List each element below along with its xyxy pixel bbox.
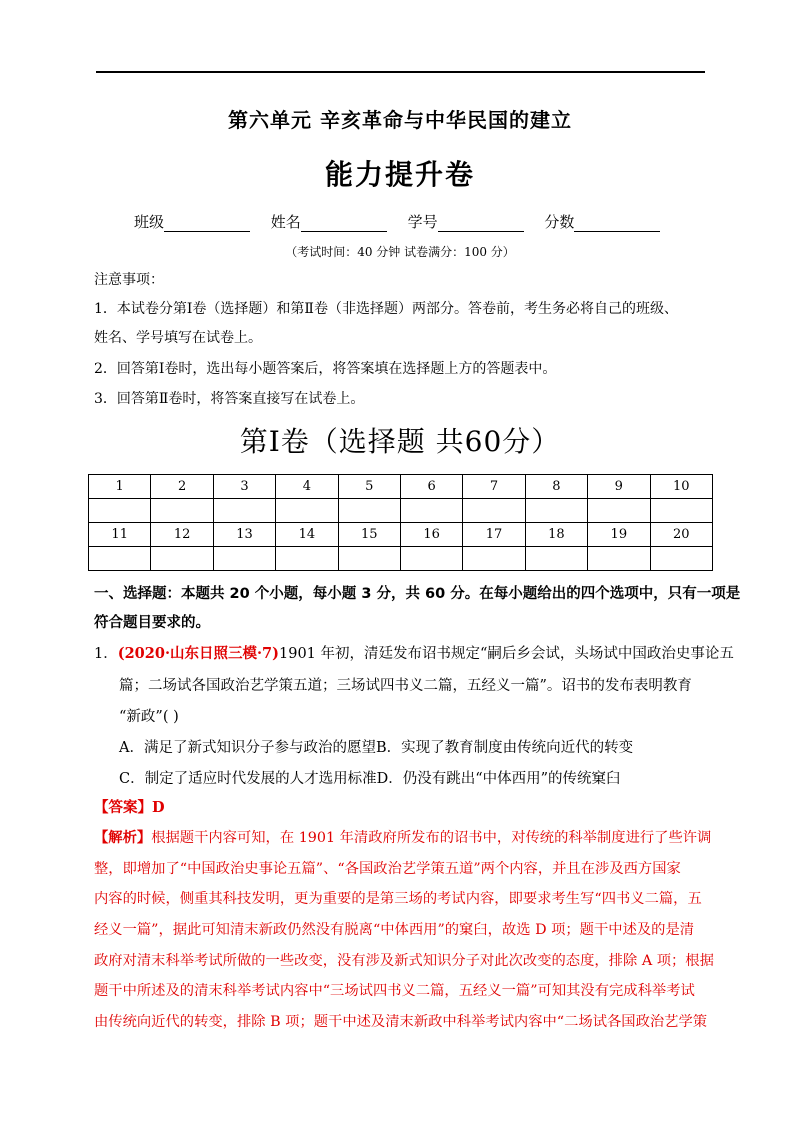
- question-number: 1．: [94, 646, 118, 662]
- question-stem: 篇；二场试各国政治艺学策五道；三场试四书义二篇，五经义一篇”。诏书的发布表明教育: [119, 678, 692, 694]
- table-row: [89, 547, 713, 571]
- notice-item: 1．本试卷分第Ⅰ卷（选择题）和第Ⅱ卷（非选择题）两部分。答卷前，考生务必将自己的班级、: [94, 301, 678, 317]
- table-cell: 18: [525, 523, 587, 547]
- answer-cell[interactable]: [89, 547, 151, 571]
- name-label: 姓名: [270, 213, 301, 231]
- notice-item: 姓名、学号填写在试卷上。: [94, 330, 262, 346]
- instructions-line: 符合题目要求的。: [94, 615, 210, 631]
- score-blank[interactable]: [574, 217, 660, 232]
- table-cell: 6: [400, 475, 462, 499]
- answer-cell[interactable]: [525, 499, 587, 523]
- table-cell: 5: [338, 475, 400, 499]
- table-cell: 2: [151, 475, 213, 499]
- answer-cell[interactable]: [525, 547, 587, 571]
- table-cell: 1: [89, 475, 151, 499]
- option-c[interactable]: C．制定了适应时代发展的人才选用标准: [119, 771, 377, 787]
- name-blank[interactable]: [301, 217, 387, 232]
- answer-cell[interactable]: [151, 499, 213, 523]
- instructions-line: 一、选择题：本题共 20 个小题，每小题 3 分，共 60 分。在每小题给出的四个选项中，只有一项是: [94, 586, 741, 602]
- notice-item: 2．回答第Ⅰ卷时，选出每小题答案后，将答案填在选择题上方的答题表中。: [94, 361, 557, 377]
- analysis-line: 由传统向近代的转变，排除 B 项；题干中述及清末新政中科举考试内容中“二场试各国政治艺学策: [94, 1014, 708, 1030]
- answer-cell[interactable]: [463, 547, 525, 571]
- header-rule: [96, 71, 705, 73]
- analysis-line: 题干中所述及的清末科举考试内容中“三场试四书义二篇，五经义一篇”可知其没有完成科举考试: [94, 983, 695, 999]
- exam-meta: （考试时间：40 分钟 试卷满分：100 分）: [285, 245, 515, 259]
- table-cell: 3: [213, 475, 275, 499]
- table-cell: 15: [338, 523, 400, 547]
- score-label: 分数: [544, 213, 575, 231]
- answer-cell[interactable]: [338, 547, 400, 571]
- answer-label: 【答案】: [94, 799, 152, 816]
- table-row: [89, 475, 713, 499]
- answer-cell[interactable]: [276, 547, 338, 571]
- answer-cell[interactable]: [650, 499, 712, 523]
- options-row: [119, 767, 621, 788]
- table-cell: 20: [650, 523, 712, 547]
- analysis-line: 整，即增加了“中国政治史事论五篇”、“各国政治艺学策五道”两个内容，并且在涉及西方国家: [94, 861, 681, 877]
- option-d[interactable]: D．仍没有跳出“中体西用”的传统窠臼: [376, 771, 621, 787]
- id-label: 学号: [407, 213, 438, 231]
- answer-cell[interactable]: [463, 499, 525, 523]
- answer-value: D: [152, 799, 165, 816]
- answer-line: [94, 796, 165, 817]
- analysis-line: 经义一篇”，据此可知清末新政仍然没有脱离“中体西用”的窠臼，故选 D 项；题干中述及的是清: [94, 922, 695, 938]
- answer-cell[interactable]: [213, 547, 275, 571]
- table-cell: 14: [276, 523, 338, 547]
- table-cell: 4: [276, 475, 338, 499]
- analysis-line: [94, 827, 711, 847]
- analysis-text: 根据题干内容可知，在 1901 年清政府所发布的诏书中，对传统的科举制度进行了些许调: [151, 830, 712, 846]
- table-cell: 9: [588, 475, 650, 499]
- analysis-line: 内容的时候，侧重其科技发明，更为重要的是第三场的考试内容，即要求考生写“四书义二篇，五: [94, 891, 702, 907]
- table-row: [89, 523, 713, 547]
- class-label: 班级: [134, 213, 165, 231]
- answer-cell[interactable]: [400, 499, 462, 523]
- answer-cell[interactable]: [588, 547, 650, 571]
- answer-cell[interactable]: [650, 547, 712, 571]
- option-a[interactable]: A．满足了新式知识分子参与政治的愿望: [119, 740, 376, 756]
- table-cell: 13: [213, 523, 275, 547]
- question-stem: “新政”( ): [119, 709, 179, 725]
- student-info-line: [134, 211, 674, 232]
- question-stem: 1901 年初，清廷发布诏书规定“嗣后乡会试，头场试中国政治史事论五: [279, 646, 734, 662]
- answer-cell[interactable]: [151, 547, 213, 571]
- table-cell: 8: [525, 475, 587, 499]
- analysis-line: 政府对清末科举考试所做的一些改变，没有涉及新式知识分子对此次改变的态度，排除 A 项；根据: [94, 953, 714, 969]
- answer-cell[interactable]: [338, 499, 400, 523]
- answer-table: [88, 474, 713, 571]
- table-cell: 17: [463, 523, 525, 547]
- notice-item: 3．回答第Ⅱ卷时，将答案直接写在试卷上。: [94, 391, 365, 407]
- answer-cell[interactable]: [400, 547, 462, 571]
- table-row: [89, 499, 713, 523]
- answer-cell[interactable]: [276, 499, 338, 523]
- answer-cell[interactable]: [588, 499, 650, 523]
- class-blank[interactable]: [164, 217, 250, 232]
- table-cell: 19: [588, 523, 650, 547]
- question-1-line: [94, 642, 734, 663]
- notice-title: 注意事项：: [94, 272, 164, 288]
- answer-cell[interactable]: [213, 499, 275, 523]
- options-row: [119, 736, 633, 757]
- id-blank[interactable]: [438, 217, 524, 232]
- section-title: 第Ⅰ卷（选择题 共60分）: [239, 425, 561, 458]
- table-cell: 10: [650, 475, 712, 499]
- table-cell: 12: [151, 523, 213, 547]
- option-b[interactable]: B．实现了教育制度由传统向近代的转变: [375, 740, 634, 756]
- analysis-label: 【解析】: [94, 830, 152, 846]
- question-source: (2020·山东日照三模·7): [117, 645, 279, 662]
- table-cell: 11: [89, 523, 151, 547]
- answer-cell[interactable]: [89, 499, 151, 523]
- main-title: 能力提升卷: [324, 158, 475, 191]
- table-cell: 7: [463, 475, 525, 499]
- unit-title: 第六单元 辛亥革命与中华民国的建立: [228, 108, 572, 132]
- table-cell: 16: [400, 523, 462, 547]
